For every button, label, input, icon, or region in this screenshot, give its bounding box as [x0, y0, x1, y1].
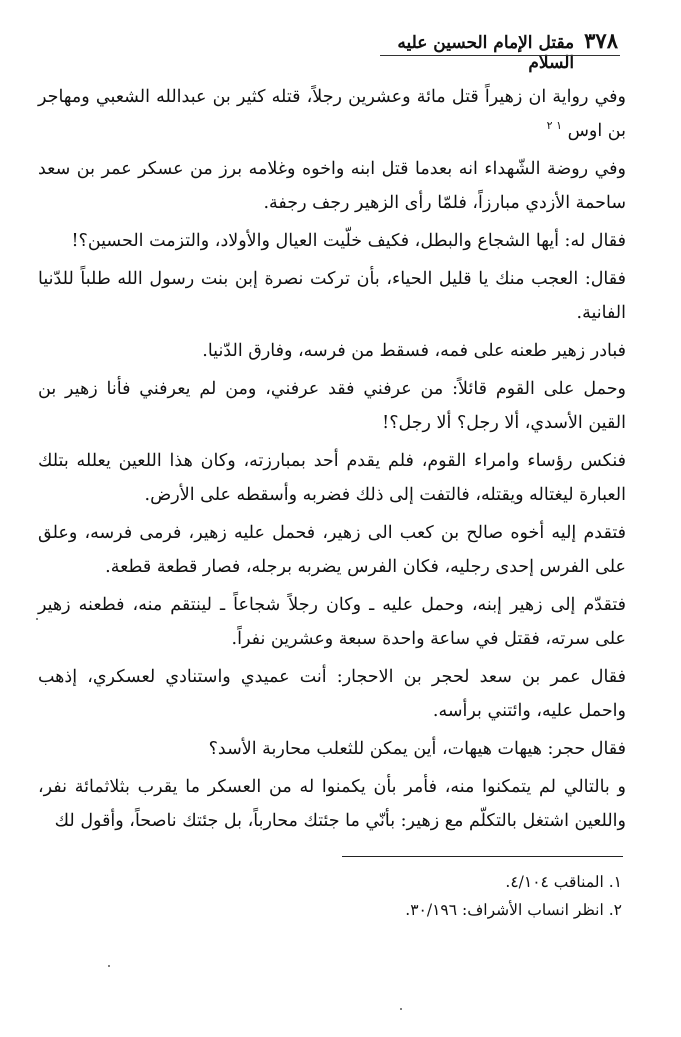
paragraph: فبادر زهير طعنه على فمه، فسقط من فرسه، وفارق الدّنيا. — [202, 341, 626, 361]
footnote-1: ١. المناقب ٤/١٠٤. — [505, 873, 622, 891]
scan-speck — [108, 965, 110, 967]
footnote-rule — [342, 856, 623, 857]
paragraph: فنكس رؤساء وامراء القوم، فلم يقدم أحد بمبارزته، وكان هذا اللعين يعلله بتلك العبارة ليغتاله ويقتله، فالتفت إلى ذلك فضربه وأسقطه على الأرض. — [38, 451, 626, 505]
paragraph: فقال له: أيها الشجاع والبطل، فكيف خلّيت العيال والأولاد، والتزمت الحسين؟! — [71, 231, 626, 251]
paragraph: فتقدم إليه أخوه صالح بن كعب الى زهير، فحمل عليه زهير، فرمى فرسه، وعلق على الفرس إحدى رجليه، فكان الفرس يضربه برجله، فصار قطعة قطعة. — [38, 523, 626, 577]
footnotes — [300, 868, 622, 924]
paragraph: فقال حجر: هيهات هيهات، أين يمكن للثعلب محاربة الأسد؟ — [208, 739, 626, 759]
main-text — [38, 80, 626, 842]
paragraph: فقال: العجب منك يا قليل الحياء، بأن تركت نصرة إبن بنت رسول الله طلباً للدّنيا الفانية. — [38, 269, 626, 323]
footnote-reference: ١ ٢ — [546, 119, 562, 133]
page-number: ٣٧٨ — [584, 28, 618, 53]
running-header — [380, 28, 618, 73]
paragraph: وفي روضة الشّهداء انه بعدما قتل ابنه واخوه وغلامه برز من عسكر عمر بن سعد ساحمة الأزدي مبارزاً، فلمّا رأى الزهير رجف رجفة. — [38, 159, 626, 213]
paragraph: وفي رواية ان زهيراً قتل مائة وعشرين رجلاً، قتله كثير بن عبدالله الشعبي ومهاجر بن اوس $^{١ ٢}$ — [38, 87, 626, 141]
paragraph: فتقدّم إلى زهير إبنه، وحمل عليه ـ وكان رجلاً شجاعاً ـ لينتقم منه، فطعنه زهير على سرته، فقتل في ساعة واحدة سبعة وعشرين نفراً. — [38, 595, 626, 649]
footnote-2: ٢. انظر انساب الأشراف: ٣٠/١٩٦. — [405, 901, 622, 919]
paragraph: وحمل على القوم قائلاً: من عرفني فقد عرفني، ومن لم يعرفني فأنا زهير بن القين الأسدي، ألا رجل؟ ألا رجل؟! — [38, 379, 626, 433]
scan-speck — [36, 618, 38, 620]
paragraph: و بالتالي لم يتمكنوا منه، فأمر بأن يكمنوا له من العسكر ما يقرب بثلاثمائة نفر، واللعين اشتغل بالتكلّم مع زهير: بأنّي ما جئتك محارباً، بل جئتك ناصحاً، وأقول لك — [38, 777, 626, 831]
scan-speck — [400, 1008, 402, 1010]
book-title: مقتل الإمام الحسين عليه السلام — [397, 33, 575, 73]
header-rule — [380, 55, 620, 56]
paragraph: فقال عمر بن سعد لحجر بن الاحجار: أنت عميدي واستنادي لعسكري، إذهب واحمل عليه، وائتني برأسه. — [38, 667, 626, 721]
